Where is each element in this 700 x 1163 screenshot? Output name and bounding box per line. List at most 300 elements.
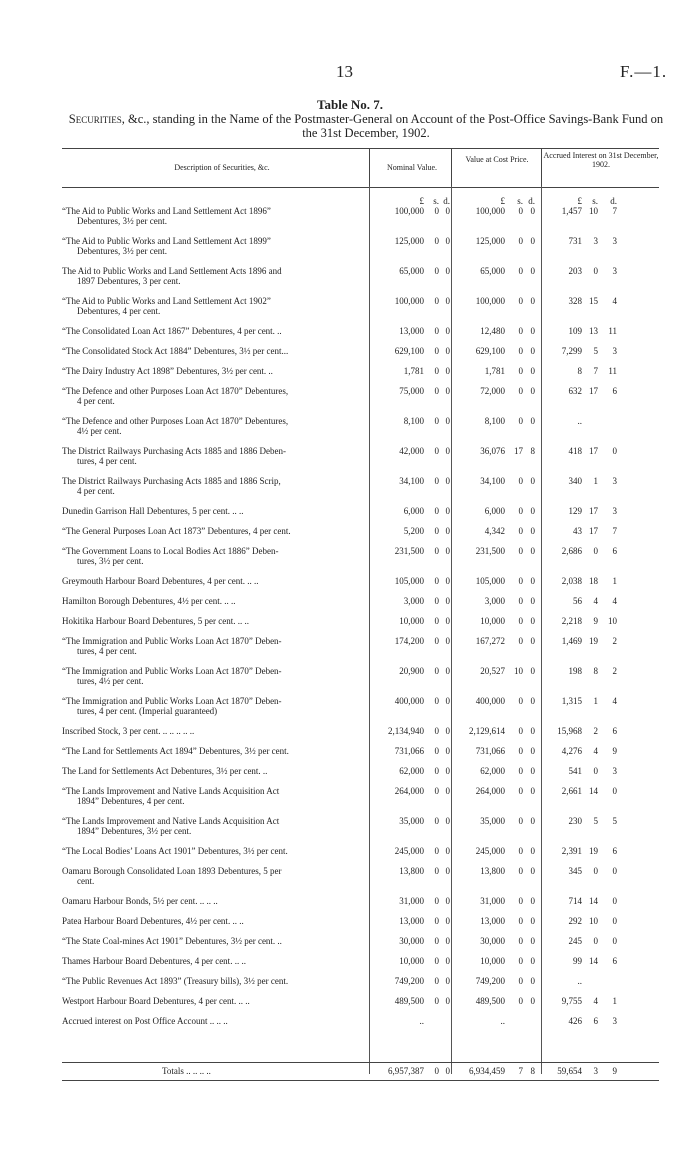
security-description <box>62 446 367 466</box>
nominal-pounds: 65,000 <box>399 266 424 276</box>
cost-pence: 0 <box>530 866 535 876</box>
nominal-pounds: 125,000 <box>394 236 424 246</box>
accrued-pence: 1 <box>612 576 617 586</box>
cost-pence: 0 <box>530 366 535 376</box>
description-line: “The General Purposes Loan Act 1873” Debentures, 4 per cent. <box>62 526 291 536</box>
accrued-shillings: 19 <box>589 846 598 856</box>
cost-pence: 0 <box>530 786 535 796</box>
description-line: “The Immigration and Public Works Loan Act 1870” Deben- <box>62 696 282 706</box>
description-line: Greymouth Harbour Board Debentures, 4 per cent. .. .. <box>62 576 259 586</box>
unit-pence: d. <box>528 196 535 206</box>
description-line: “The Defence and other Purposes Loan Act 1870” Debentures, <box>62 386 289 396</box>
nominal-pounds: 42,000 <box>399 446 424 456</box>
cost-pence: 0 <box>530 766 535 776</box>
cost-pounds: 12,480 <box>480 326 505 336</box>
cost-pence: 8 <box>530 446 535 456</box>
accrued-pence: 6 <box>612 846 617 856</box>
nominal-pounds: 6,000 <box>403 506 424 516</box>
nominal-shillings: 0 <box>434 236 439 246</box>
nominal-shillings: 0 <box>434 666 439 676</box>
nominal-shillings: 0 <box>434 506 439 516</box>
accrued-pence: 0 <box>612 936 617 946</box>
accrued-pounds: .. <box>577 976 582 986</box>
security-description <box>62 726 367 736</box>
accrued-shillings: 6 <box>593 1016 598 1026</box>
nominal-pounds: 2,134,940 <box>388 726 424 736</box>
nominal-shillings: 0 <box>434 326 439 336</box>
cost-pounds: 10,000 <box>480 616 505 626</box>
total-cost-shillings: 7 <box>518 1066 523 1076</box>
nominal-shillings: 0 <box>434 816 439 826</box>
security-description <box>62 596 367 606</box>
nominal-pounds: 105,000 <box>394 576 424 586</box>
description-line: Westport Harbour Board Debentures, 4 per cent. .. .. <box>62 996 250 1006</box>
security-description <box>62 206 367 226</box>
accrued-pence: 3 <box>612 266 617 276</box>
bottom-rule <box>62 1080 659 1081</box>
security-description <box>62 416 367 436</box>
accrued-pounds: 2,391 <box>561 846 582 856</box>
nominal-shillings: 0 <box>434 996 439 1006</box>
accrued-pence: 0 <box>612 446 617 456</box>
cost-shillings: 0 <box>518 916 523 926</box>
nominal-pence: 0 <box>445 576 450 586</box>
accrued-shillings: 4 <box>593 596 598 606</box>
nominal-pounds: 8,100 <box>403 416 424 426</box>
accrued-shillings: 14 <box>589 786 598 796</box>
description-line: “The Immigration and Public Works Loan Act 1870” Deben- <box>62 636 282 646</box>
nominal-pence: 0 <box>445 446 450 456</box>
accrued-pounds: 632 <box>568 386 582 396</box>
nominal-shillings: 0 <box>434 576 439 586</box>
accrued-shillings: 9 <box>593 616 598 626</box>
security-description <box>62 476 367 496</box>
cost-pounds: 72,000 <box>480 386 505 396</box>
accrued-shillings: 3 <box>593 236 598 246</box>
unit-pound: £ <box>419 196 424 206</box>
nominal-pounds: 731,066 <box>394 746 424 756</box>
description-continuation: 1894” Debentures, 4 per cent. <box>77 796 185 806</box>
accrued-pence: 3 <box>612 1016 617 1026</box>
accrued-shillings: 17 <box>589 506 598 516</box>
nominal-shillings: 0 <box>434 956 439 966</box>
page-number: 13 <box>336 62 353 81</box>
nominal-pence: 0 <box>445 666 450 676</box>
cost-pence: 0 <box>530 476 535 486</box>
description-continuation: tures, 4 per cent. (Imperial guaranteed) <box>77 706 218 716</box>
accrued-pence: 2 <box>612 666 617 676</box>
total-cost-pence: 8 <box>530 1066 535 1076</box>
description-continuation: tures, 3½ per cent. <box>77 556 144 566</box>
cost-pence: 0 <box>530 206 535 216</box>
nominal-pence: 0 <box>445 866 450 876</box>
cost-shillings: 0 <box>518 956 523 966</box>
nominal-shillings: 0 <box>434 206 439 216</box>
cost-shillings: 0 <box>518 696 523 706</box>
nominal-pence: 0 <box>445 766 450 776</box>
nominal-pounds: 35,000 <box>399 816 424 826</box>
subtitle-lead: Securities, <box>68 112 125 126</box>
accrued-shillings: 2 <box>593 726 598 736</box>
security-description <box>62 866 367 886</box>
cost-pounds: 629,100 <box>475 346 505 356</box>
cost-shillings: 0 <box>518 846 523 856</box>
accrued-pence: 11 <box>608 326 617 336</box>
cost-pence: 0 <box>530 846 535 856</box>
nominal-pounds: 30,000 <box>399 936 424 946</box>
cost-shillings: 0 <box>518 786 523 796</box>
description-line: The Land for Settlements Act Debentures, 3½ per cent. .. <box>62 766 268 776</box>
cost-pence: 0 <box>530 726 535 736</box>
accrued-pounds: 292 <box>568 916 582 926</box>
unit-shillings: s. <box>517 196 523 206</box>
cost-pence: 0 <box>530 976 535 986</box>
nominal-pounds: 100,000 <box>394 206 424 216</box>
accrued-pence: 3 <box>612 346 617 356</box>
description-line: Hamilton Borough Debentures, 4½ per cent. .. .. <box>62 596 236 606</box>
cost-pence: 0 <box>530 296 535 306</box>
nominal-pence: 0 <box>445 846 450 856</box>
accrued-pence: 6 <box>612 546 617 556</box>
security-description <box>62 846 367 856</box>
security-description <box>62 236 367 256</box>
cost-pence: 0 <box>530 596 535 606</box>
description-line: “The Public Revenues Act 1893” (Treasury bills), 3½ per cent. <box>62 976 289 986</box>
nominal-pounds: 3,000 <box>403 596 424 606</box>
nominal-shillings: 0 <box>434 916 439 926</box>
accrued-pounds: 2,038 <box>561 576 582 586</box>
security-description <box>62 546 367 566</box>
accrued-pence: 2 <box>612 636 617 646</box>
nominal-pence: 0 <box>445 786 450 796</box>
nominal-shillings: 0 <box>434 416 439 426</box>
accrued-shillings: 0 <box>593 766 598 776</box>
cost-pounds: 245,000 <box>475 846 505 856</box>
description-line: The District Railways Purchasing Acts 1885 and 1886 Scrip, <box>62 476 281 486</box>
accrued-pounds: 1,457 <box>561 206 582 216</box>
accrued-pence: 4 <box>612 696 617 706</box>
nominal-pence: 0 <box>445 616 450 626</box>
description-continuation: 4 per cent. <box>77 486 115 496</box>
unit-pence: d. <box>610 196 617 206</box>
cost-shillings: 0 <box>518 616 523 626</box>
accrued-pence: 7 <box>612 526 617 536</box>
nominal-pence: 0 <box>445 296 450 306</box>
cost-shillings: 10 <box>514 666 523 676</box>
nominal-pence: 0 <box>445 266 450 276</box>
cost-pounds: 6,000 <box>484 506 505 516</box>
security-description <box>62 576 367 586</box>
cost-pounds: 20,527 <box>480 666 505 676</box>
nominal-pence: 0 <box>445 326 450 336</box>
accrued-pounds: 345 <box>568 866 582 876</box>
cost-pounds: 30,000 <box>480 936 505 946</box>
nominal-shillings: 0 <box>434 366 439 376</box>
accrued-pounds: 2,661 <box>561 786 582 796</box>
cost-pence: 0 <box>530 416 535 426</box>
total-nominal-pounds: 6,957,387 <box>388 1066 424 1076</box>
cost-pence: 0 <box>530 816 535 826</box>
nominal-pounds: 62,000 <box>399 766 424 776</box>
accrued-pounds: 340 <box>568 476 582 486</box>
cost-shillings: 0 <box>518 976 523 986</box>
security-description <box>62 816 367 836</box>
description-continuation: 4 per cent. <box>77 396 115 406</box>
nominal-pounds: 100,000 <box>394 296 424 306</box>
header-divider <box>541 149 542 187</box>
accrued-shillings: 1 <box>593 696 598 706</box>
accrued-shillings: 10 <box>589 916 598 926</box>
cost-pounds: 8,100 <box>484 416 505 426</box>
cost-shillings: 0 <box>518 636 523 646</box>
header-nominal: Nominal Value. <box>386 163 438 172</box>
accrued-pence: 9 <box>612 746 617 756</box>
description-continuation: Debentures, 3½ per cent. <box>77 216 167 226</box>
accrued-pence: 1 <box>612 996 617 1006</box>
accrued-shillings: 0 <box>593 266 598 276</box>
description-line: Patea Harbour Board Debentures, 4½ per cent. .. .. <box>62 916 244 926</box>
accrued-shillings: 5 <box>593 346 598 356</box>
nominal-shillings: 0 <box>434 296 439 306</box>
cost-pounds: 731,066 <box>475 746 505 756</box>
security-description <box>62 526 367 536</box>
security-description <box>62 366 367 376</box>
table-subtitle <box>66 112 666 140</box>
nominal-shillings: 0 <box>434 526 439 536</box>
total-nominal-shillings: 0 <box>434 1066 439 1076</box>
cost-shillings: 0 <box>518 526 523 536</box>
nominal-shillings: 0 <box>434 696 439 706</box>
nominal-pounds: 10,000 <box>399 616 424 626</box>
accrued-pounds: 7,299 <box>561 346 582 356</box>
nominal-shillings: 0 <box>434 726 439 736</box>
security-description <box>62 956 367 966</box>
description-line: The District Railways Purchasing Acts 1885 and 1886 Deben- <box>62 446 286 456</box>
nominal-pence: 0 <box>445 896 450 906</box>
accrued-shillings: 4 <box>593 746 598 756</box>
description-line: “The Aid to Public Works and Land Settlement Act 1902” <box>62 296 271 306</box>
accrued-pence: 3 <box>612 236 617 246</box>
cost-shillings: 0 <box>518 416 523 426</box>
description-continuation: 1894” Debentures, 3½ per cent. <box>77 826 192 836</box>
accrued-pence: 0 <box>612 866 617 876</box>
cost-shillings: 0 <box>518 766 523 776</box>
accrued-pence: 6 <box>612 726 617 736</box>
nominal-pounds: 34,100 <box>399 476 424 486</box>
cost-shillings: 0 <box>518 576 523 586</box>
nominal-shillings: 0 <box>434 636 439 646</box>
accrued-pounds: 129 <box>568 506 582 516</box>
nominal-pence: 0 <box>445 236 450 246</box>
nominal-pence: 0 <box>445 816 450 826</box>
nominal-pence: 0 <box>445 506 450 516</box>
accrued-pence: 4 <box>612 596 617 606</box>
security-description <box>62 616 367 626</box>
subtitle-rest: &c., standing in the Name of the Postmaster-General on Account of the Post-Office Savings-Bank Fund on the 31st December, 1902. <box>124 112 664 140</box>
accrued-pounds: 230 <box>568 816 582 826</box>
cost-pounds: 264,000 <box>475 786 505 796</box>
nominal-pence: 0 <box>445 636 450 646</box>
header-divider <box>451 149 452 187</box>
accrued-pounds: 198 <box>568 666 582 676</box>
nominal-pence: 0 <box>445 936 450 946</box>
security-description <box>62 896 367 906</box>
cost-pounds: 489,500 <box>475 996 505 1006</box>
security-description <box>62 506 367 516</box>
accrued-pounds: 56 <box>573 596 582 606</box>
security-description <box>62 916 367 926</box>
cost-pence: 0 <box>530 526 535 536</box>
accrued-shillings: 10 <box>589 206 598 216</box>
cost-shillings: 0 <box>518 506 523 516</box>
nominal-pounds: 1,781 <box>403 366 424 376</box>
cost-pence: 0 <box>530 576 535 586</box>
accrued-pounds: 731 <box>568 236 582 246</box>
accrued-pounds: 1,315 <box>561 696 582 706</box>
nominal-shillings: 0 <box>434 766 439 776</box>
description-continuation: tures, 4 per cent. <box>77 646 137 656</box>
nominal-shillings: 0 <box>434 266 439 276</box>
column-divider <box>451 186 452 1074</box>
cost-shillings: 0 <box>518 746 523 756</box>
cost-pence: 0 <box>530 916 535 926</box>
nominal-shillings: 0 <box>434 596 439 606</box>
nominal-pounds: 20,900 <box>399 666 424 676</box>
nominal-shillings: 0 <box>434 866 439 876</box>
cost-pounds: 100,000 <box>475 206 505 216</box>
cost-pence: 0 <box>530 386 535 396</box>
page-reference: F.—1. <box>620 62 668 81</box>
cost-pounds: 125,000 <box>475 236 505 246</box>
unit-shillings: s. <box>592 196 598 206</box>
security-description <box>62 766 367 776</box>
accrued-shillings: 4 <box>593 996 598 1006</box>
security-description <box>62 696 367 716</box>
security-description <box>62 746 367 756</box>
description-continuation: tures, 4 per cent. <box>77 456 137 466</box>
accrued-pence: 11 <box>608 366 617 376</box>
header-cost: Value at Cost Price. <box>465 155 529 164</box>
cost-pence: 0 <box>530 896 535 906</box>
description-line: Oamaru Harbour Bonds, 5½ per cent. .. .. .. <box>62 896 218 906</box>
nominal-pence: 0 <box>445 746 450 756</box>
accrued-shillings: 7 <box>593 366 598 376</box>
description-line: “The Land for Settlements Act 1894” Debentures, 3½ per cent. <box>62 746 289 756</box>
accrued-pounds: 2,218 <box>561 616 582 626</box>
header-accrued: Accrued Interest on 31st December, 1902. <box>543 151 659 169</box>
accrued-shillings: 13 <box>589 326 598 336</box>
security-description <box>62 666 367 686</box>
security-description <box>62 1016 367 1026</box>
cost-pence: 0 <box>530 616 535 626</box>
description-line: “The Lands Improvement and Native Lands Acquisition Act <box>62 816 280 826</box>
cost-pounds: 749,200 <box>475 976 505 986</box>
nominal-shillings: 0 <box>434 976 439 986</box>
nominal-pounds: 400,000 <box>394 696 424 706</box>
unit-pence: d. <box>443 196 450 206</box>
security-description <box>62 386 367 406</box>
total-accrued-pence: 9 <box>612 1066 617 1076</box>
nominal-pounds: 75,000 <box>399 386 424 396</box>
nominal-pounds: 13,000 <box>399 916 424 926</box>
cost-pounds: 65,000 <box>480 266 505 276</box>
total-accrued-shillings: 3 <box>593 1066 598 1076</box>
nominal-pence: 0 <box>445 476 450 486</box>
description-line: “The Consolidated Loan Act 1867” Debentures, 4 per cent. .. <box>62 326 282 336</box>
security-description <box>62 326 367 336</box>
accrued-shillings: 18 <box>589 576 598 586</box>
nominal-shillings: 0 <box>434 476 439 486</box>
unit-pound: £ <box>500 196 505 206</box>
accrued-shillings: 1 <box>593 476 598 486</box>
cost-pence: 0 <box>530 326 535 336</box>
nominal-pence: 0 <box>445 346 450 356</box>
accrued-pounds: 109 <box>568 326 582 336</box>
table-title: Table No. 7. <box>317 97 383 112</box>
nominal-pounds: .. <box>419 1016 424 1026</box>
cost-pence: 0 <box>530 696 535 706</box>
description-line: Dunedin Garrison Hall Debentures, 5 per cent. .. .. <box>62 506 244 516</box>
accrued-shillings: 15 <box>589 296 598 306</box>
accrued-pounds: 43 <box>573 526 582 536</box>
nominal-pence: 0 <box>445 206 450 216</box>
description-line: “The Local Bodies’ Loans Act 1901” Debentures, 3½ per cent. <box>62 846 288 856</box>
nominal-shillings: 0 <box>434 746 439 756</box>
accrued-shillings: 0 <box>593 936 598 946</box>
description-line: “The State Coal-mines Act 1901” Debentures, 3½ per cent. .. <box>62 936 282 946</box>
nominal-pounds: 489,500 <box>394 996 424 1006</box>
accrued-pounds: 1,469 <box>561 636 582 646</box>
nominal-pence: 0 <box>445 916 450 926</box>
nominal-shillings: 0 <box>434 936 439 946</box>
description-line: “The Immigration and Public Works Loan Act 1870” Deben- <box>62 666 282 676</box>
nominal-pence: 0 <box>445 386 450 396</box>
cost-shillings: 0 <box>518 476 523 486</box>
nominal-pounds: 264,000 <box>394 786 424 796</box>
accrued-pounds: 418 <box>568 446 582 456</box>
cost-shillings: 0 <box>518 366 523 376</box>
description-continuation: 1897 Debentures, 3 per cent. <box>77 276 181 286</box>
nominal-pence: 0 <box>445 996 450 1006</box>
cost-pounds: 400,000 <box>475 696 505 706</box>
cost-shillings: 0 <box>518 726 523 736</box>
cost-pence: 0 <box>530 546 535 556</box>
cost-shillings: 0 <box>518 546 523 556</box>
nominal-shillings: 0 <box>434 846 439 856</box>
security-description <box>62 636 367 656</box>
nominal-pounds: 5,200 <box>403 526 424 536</box>
description-line: “The Government Loans to Local Bodies Act 1886” Deben- <box>62 546 279 556</box>
description-line: Hokitika Harbour Board Debentures, 5 per cent. .. .. <box>62 616 249 626</box>
cost-pounds: 100,000 <box>475 296 505 306</box>
cost-pence: 0 <box>530 636 535 646</box>
cost-pence: 0 <box>530 236 535 246</box>
cost-shillings: 0 <box>518 206 523 216</box>
accrued-pounds: 15,968 <box>557 726 582 736</box>
accrued-shillings: 17 <box>589 446 598 456</box>
nominal-shillings: 0 <box>434 346 439 356</box>
accrued-shillings: 17 <box>589 526 598 536</box>
nominal-pence: 0 <box>445 526 450 536</box>
description-line: Thames Harbour Board Debentures, 4 per cent. .. .. <box>62 956 246 966</box>
total-nominal-pence: 0 <box>445 1066 450 1076</box>
cost-pence: 0 <box>530 506 535 516</box>
nominal-shillings: 0 <box>434 786 439 796</box>
cost-pounds: 34,100 <box>480 476 505 486</box>
description-line: “The Aid to Public Works and Land Settlement Act 1896” <box>62 206 271 216</box>
cost-pence: 0 <box>530 266 535 276</box>
nominal-pence: 0 <box>445 366 450 376</box>
